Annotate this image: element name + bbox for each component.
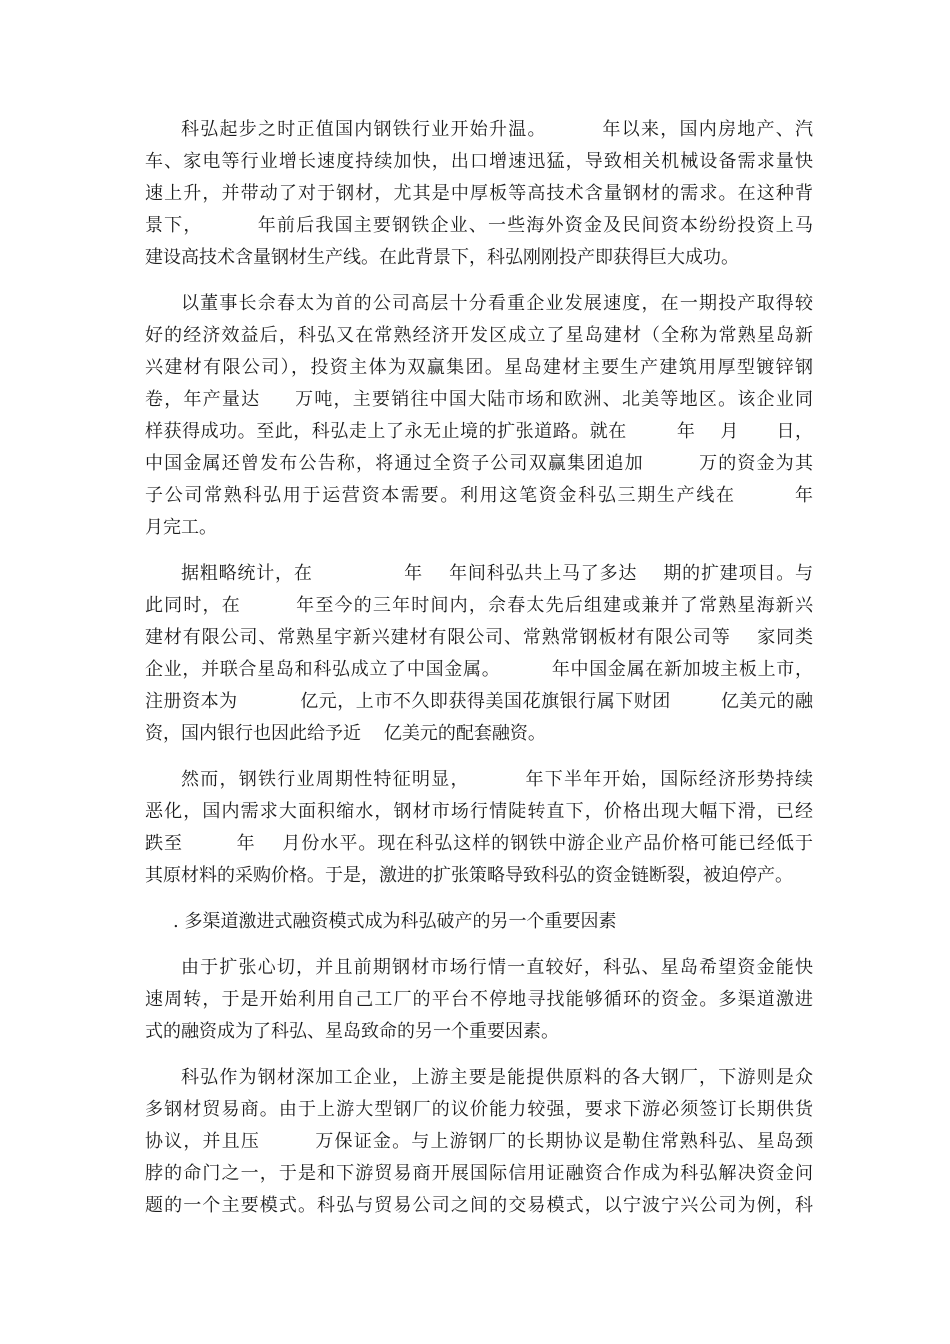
paragraph-2 (145, 288, 813, 544)
paragraph-line: 建材有限公司、常熟星宇新兴建材有限公司、常熟常钢板材有限公司等 家同类 (145, 627, 813, 648)
paragraph-line: 由于扩张心切，并且前期钢材市场行情一直较好，科弘、星岛希望资金能快 (181, 957, 813, 978)
paragraph-line: 注册资本为 亿元，上市不久即获得美国花旗银行属下财团 亿美元的融 (145, 691, 813, 712)
paragraph-line: 资，国内银行也因此给予近 亿美元的配套融资。 (145, 723, 546, 744)
paragraph-3 (145, 558, 813, 750)
paragraph-line: 题的一个主要模式。科弘与贸易公司之间的交易模式，以宁波宁兴公司为例，科 (145, 1195, 813, 1216)
paragraph-line: 科弘起步之时正值国内钢铁行业开始升温。 年以来，国内房地产、汽 (181, 119, 813, 140)
paragraph-line: 速周转，于是开始利用自己工厂的平台不停地寻找能够循环的资金。多渠道激进 (145, 989, 813, 1010)
paragraph-line: 子公司常熟科弘用于运营资本需要。利用这笔资金科弘三期生产线在 年 (145, 485, 813, 506)
paragraph-line: 协议，并且压 万保证金。与上游钢厂的长期协议是勒住常熟科弘、星岛颈 (145, 1131, 813, 1152)
paragraph-line: 景下， 年前后我国主要钢铁企业、一些海外资金及民间资本纷纷投资上马 (145, 215, 813, 236)
paragraph-6 (145, 1062, 813, 1222)
paragraph-line: 建设高技术含量钢材生产线。在此背景下，科弘刚刚投产即获得巨大成功。 (145, 247, 739, 268)
paragraph-line: 脖的命门之一，于是和下游贸易商开展国际信用证融资合作成为科弘解决资金问 (145, 1163, 813, 1184)
paragraph-line: 多钢材贸易商。由于上游大型钢厂的议价能力较强，要求下游必须签订长期供货 (145, 1099, 813, 1120)
paragraph-line: 跌至 年 月份水平。现在科弘这样的钢铁中游企业产品价格可能已经低于 (145, 833, 813, 854)
paragraph-line: 恶化，国内需求大面积缩水，钢材市场行情陡转直下，价格出现大幅下滑，已经 (145, 801, 813, 822)
paragraph-line: 此同时，在 年至今的三年时间内，佘春太先后组建或兼并了常熟星海新兴 (145, 595, 813, 616)
paragraph-line: 企业，并联合星岛和科弘成立了中国金属。 年中国金属在新加坡主板上市， (145, 659, 813, 680)
paragraph-line: 车、家电等行业增长速度持续加快，出口增速迅猛，导致相关机械设备需求量快 (145, 151, 813, 172)
section-heading (145, 906, 813, 938)
paragraph-line: 据粗略统计，在 年 年间科弘共上马了多达 期的扩建项目。与 (181, 563, 813, 584)
paragraph-line: 兴建材有限公司），投资主体为双赢集团。星岛建材主要生产建筑用厚型镀锌钢 (145, 357, 813, 378)
paragraph-5 (145, 952, 813, 1048)
paragraph-line: 月完工。 (145, 517, 217, 538)
paragraph-line: 其原材料的采购价格。于是，激进的扩张策略导致科弘的资金链断裂，被迫停产。 (145, 865, 793, 886)
paragraph-line: 科弘作为钢材深加工企业，上游主要是能提供原料的各大钢厂，下游则是众 (181, 1067, 813, 1088)
paragraph-line: 式的融资成为了科弘、星岛致命的另一个重要因素。 (145, 1021, 559, 1042)
paragraph-line: 中国金属还曾发布公告称，将通过全资子公司双赢集团追加 万的资金为其 (145, 453, 813, 474)
paragraph-line: 然而，钢铁行业周期性特征明显， 年下半年开始，国际经济形势持续 (181, 769, 813, 790)
paragraph-line: 卷，年产量达 万吨，主要销往中国大陆市场和欧洲、北美等地区。该企业同 (145, 389, 813, 410)
paragraph-4 (145, 764, 813, 892)
paragraph-line: 速上升，并带动了对于钢材，尤其是中厚板等高技术含量钢材的需求。在这种背 (145, 183, 813, 204)
paragraph-line: 样获得成功。至此，科弘走上了永无止境的扩张道路。就在 年 月 日， (145, 421, 813, 442)
paragraph-line: 以董事长佘春太为首的公司高层十分看重企业发展速度，在一期投产取得较 (181, 293, 813, 314)
document-body (145, 114, 813, 1236)
section-heading-text: . 多渠道激进式融资模式成为科弘破产的另一个重要因素 (173, 911, 617, 932)
paragraph-line: 好的经济效益后，科弘又在常熟经济开发区成立了星岛建材（全称为常熟星岛新 (145, 325, 813, 346)
paragraph-1 (145, 114, 813, 274)
